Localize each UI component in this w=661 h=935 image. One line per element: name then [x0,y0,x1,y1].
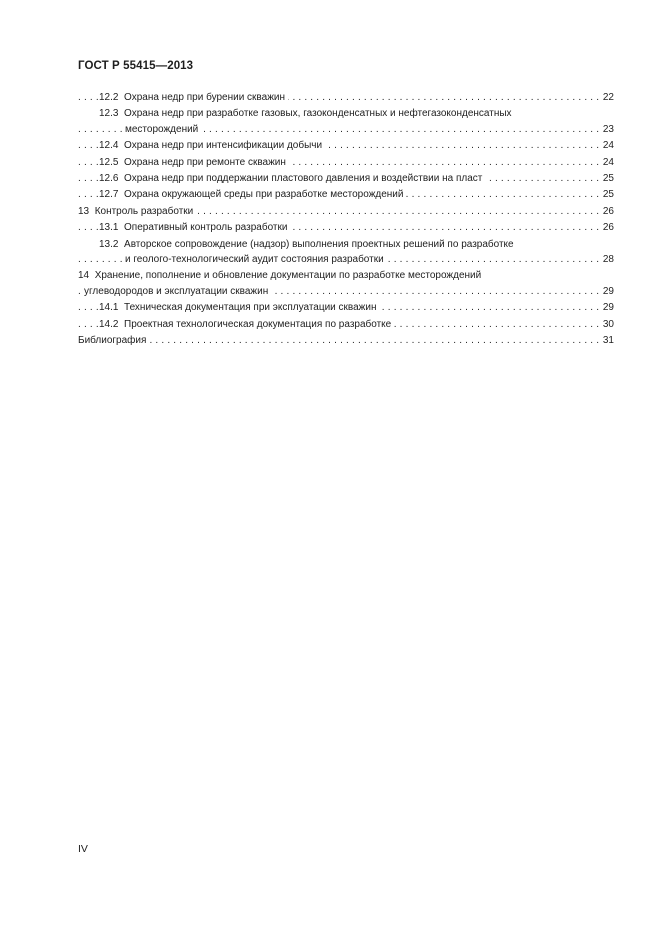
toc-entry-text: Хранение, пополнение и обновление документации по разработке месторождений [94,270,482,282]
toc-page-number: 30 [601,317,614,332]
toc-entry-text: Контроль разработки [94,205,194,217]
toc-entry-number: 12.7 [99,189,119,201]
toc-entry-text: Авторское сопровождение (надзор) выполнения проектных решений по разработке [124,238,514,250]
toc-entry-title [99,319,394,330]
toc-entry-title [99,239,517,250]
toc-entry [78,106,614,137]
toc-entry [78,138,614,153]
toc-entry [78,187,614,202]
toc-entry-number: 14 [78,270,90,282]
toc-page-number: 25 [601,171,614,186]
toc-entry [78,204,614,219]
toc-page-number: 23 [601,122,614,137]
toc-page-number: 29 [601,284,614,299]
toc-entry-title-continuation [84,286,271,297]
toc-entry [78,268,614,299]
toc-entry-title [99,140,325,151]
toc-entry-text: месторождений [125,123,199,135]
toc-entry-text: Охрана недр при поддержании пластового давления и воздействии на пласт [124,173,483,185]
toc-entry-title-continuation [125,124,201,135]
toc-entry-title [99,92,288,103]
toc-entry-number: 14.1 [99,302,119,314]
page-number: IV [78,843,88,855]
toc-page-number: 29 [601,300,614,315]
toc-entry-number: 13.1 [99,222,119,234]
toc-entry-text: Проектная технологическая документация по разработке [124,318,392,330]
toc-entry-text: Оперативный контроль разработки [124,222,288,234]
toc-page-number: 26 [601,204,614,219]
toc-page-number: 22 [601,90,614,105]
toc-entry-text: углеводородов и эксплуатации скважин [84,285,269,297]
toc-entry-text: Техническая документация при эксплуатации скважин [124,302,377,314]
toc-entry-title-continuation [125,254,387,265]
table-of-contents [78,90,614,350]
toc-entry-title [78,206,196,217]
toc-page-number: 31 [601,333,614,348]
toc-entry [78,155,614,170]
toc-page-number: 28 [601,252,614,267]
toc-entry-text: Охрана недр при бурении скважин [124,92,285,103]
toc-entry-title [99,157,289,168]
toc-page-number: 26 [601,220,614,235]
toc-entry-title [99,189,406,200]
toc-entry-number: 13.2 [99,238,119,250]
toc-entry-title [99,222,290,233]
toc-entry-title [78,335,149,346]
toc-entry [78,317,614,332]
toc-entry-number: 12.6 [99,173,119,185]
toc-entry-title [78,270,484,281]
toc-entry-number: 14.2 [99,318,119,330]
toc-entry-number: 12.2 [99,92,119,103]
toc-entry-text: и геолого-технологический аудит состояния разработки [125,254,384,266]
toc-page-number: 24 [601,138,614,153]
toc-entry-title [99,173,485,184]
toc-entry-number: 12.4 [99,140,119,152]
toc-entry-text: Охрана недр при разработке газовых, газоконденсатных и нефтегазоконденсатных [124,108,512,120]
toc-entry-text: Охрана недр при интенсификации добычи [124,140,323,152]
toc-entry [78,90,614,105]
toc-entry-text: Библиография [78,335,147,347]
document-id: ГОСТ Р 55415—2013 [78,60,194,72]
toc-entry-title [99,302,379,313]
toc-entry-title [99,108,515,119]
toc-entry-number: 13 [78,205,90,217]
toc-entry-text: Охрана недр при ремонте скважин [124,156,286,168]
toc-entry-number: 12.5 [99,156,119,168]
toc-entry [78,300,614,315]
toc-page-number: 24 [601,155,614,170]
toc-entry [78,171,614,186]
toc-entry-text: Охрана окружающей среды при разработке месторождений [124,189,404,201]
toc-entry [78,333,614,348]
toc-entry-number: 12.3 [99,108,119,120]
toc-entry [78,237,614,268]
toc-entry [78,220,614,235]
toc-page-number: 25 [601,187,614,202]
